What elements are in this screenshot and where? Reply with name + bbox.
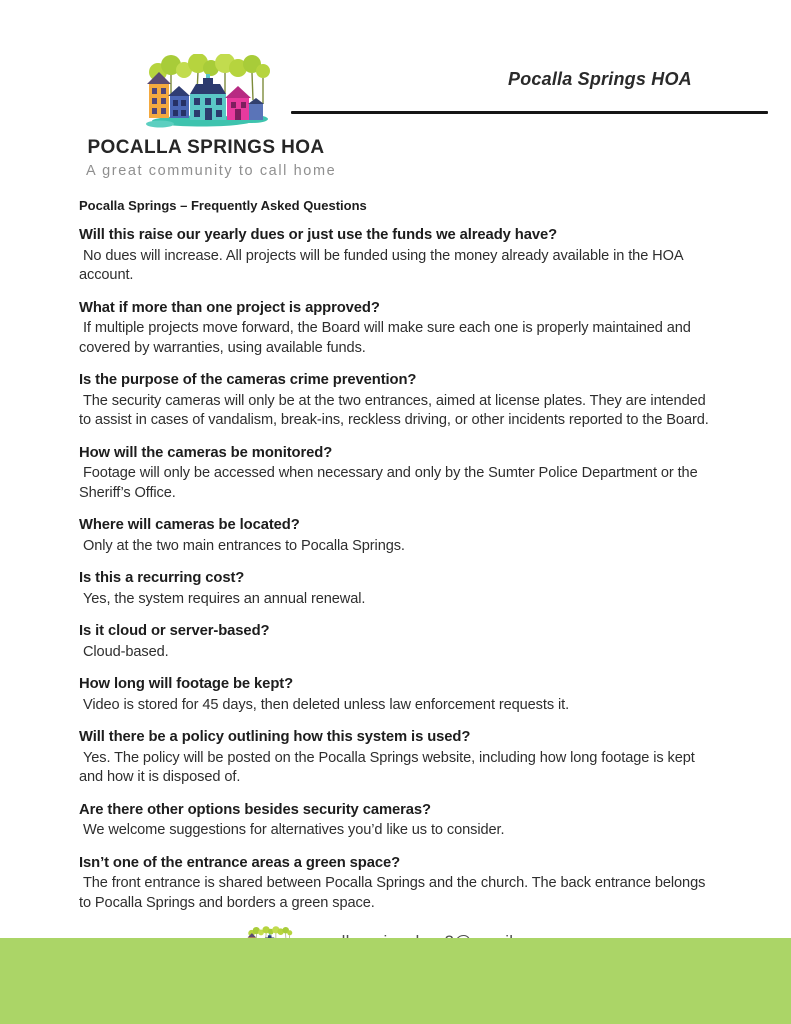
faq-item bbox=[79, 516, 711, 556]
faq-item bbox=[79, 444, 711, 504]
faq-item bbox=[79, 569, 711, 609]
faq-answer: Video is stored for 45 days, then deleted unless law enforcement requests it. bbox=[79, 696, 570, 713]
faq-answer: Cloud-based. bbox=[79, 643, 169, 660]
faq-answer: No dues will increase. All projects will be funded using the money already available in the HOA account. bbox=[79, 247, 687, 283]
faq-item bbox=[79, 728, 711, 788]
faq-question: Will there be a policy outlining how this system is used? bbox=[79, 729, 471, 745]
faq-answer: Yes, the system requires an annual renewal. bbox=[79, 590, 366, 607]
faq-answer: The security cameras will only be at the two entrances, aimed at license plates. They are intended to assist in cases of vandalism, break-ins, reckless driving, or other incidents reported to the Board. bbox=[79, 392, 710, 428]
faq-answer: Footage will only be accessed when necessary and only by the Sumter Police Department or the Sheriff’s Office. bbox=[79, 465, 702, 501]
faq-answer: Yes. The policy will be posted on the Pocalla Springs website, including how long footage is kept and how it is disposed of. bbox=[79, 749, 699, 785]
faq-answer: We welcome suggestions for alternatives you’d like us to consider. bbox=[79, 822, 505, 838]
brand-name: POCALLA SPRINGS HOA bbox=[87, 137, 325, 158]
faq-question: Is this a recurring cost? bbox=[79, 570, 245, 586]
faq-question: Where will cameras be located? bbox=[79, 517, 300, 533]
brand-tagline: A great community to call home bbox=[86, 163, 337, 179]
faq-question: What if more than one project is approved? bbox=[79, 299, 380, 316]
faq-item bbox=[79, 854, 711, 914]
faq-question: Is the purpose of the cameras crime prevention? bbox=[79, 372, 417, 388]
faq-item bbox=[79, 675, 711, 715]
header-divider bbox=[291, 111, 768, 114]
faq-question: Will this raise our yearly dues or just use the funds we already have? bbox=[79, 227, 558, 243]
faq-question: Isn’t one of the entrance areas a green space? bbox=[79, 854, 401, 871]
faq-answer: Only at the two main entrances to Pocalla Springs. bbox=[79, 537, 405, 554]
faq-heading: Pocalla Springs – Frequently Asked Questions bbox=[79, 198, 367, 213]
document-title: Pocalla Springs HOA bbox=[508, 69, 692, 89]
houses-and-trees-logo-icon bbox=[140, 54, 272, 136]
faq-item bbox=[79, 299, 711, 359]
faq-item bbox=[79, 801, 711, 841]
faq-item bbox=[79, 226, 711, 286]
faq-question: How will the cameras be monitored? bbox=[79, 444, 333, 461]
faq-question: Is it cloud or server-based? bbox=[79, 623, 270, 639]
faq-item bbox=[79, 622, 711, 662]
faq-answer: The front entrance is shared between Pocalla Springs and the church. The back entrance belongs to Pocalla Springs and borders a green space. bbox=[79, 875, 710, 911]
faq-item bbox=[79, 371, 711, 431]
faq-question: Are there other options besides security cameras? bbox=[79, 801, 431, 818]
brand-logo-block bbox=[86, 54, 337, 179]
faq-content bbox=[79, 197, 711, 957]
footer-color-band bbox=[0, 938, 791, 1024]
faq-question: How long will footage be kept? bbox=[79, 676, 294, 692]
faq-answer: If multiple projects move forward, the Board will make sure each one is properly maintained and covered by warranties, using available funds. bbox=[79, 320, 695, 356]
